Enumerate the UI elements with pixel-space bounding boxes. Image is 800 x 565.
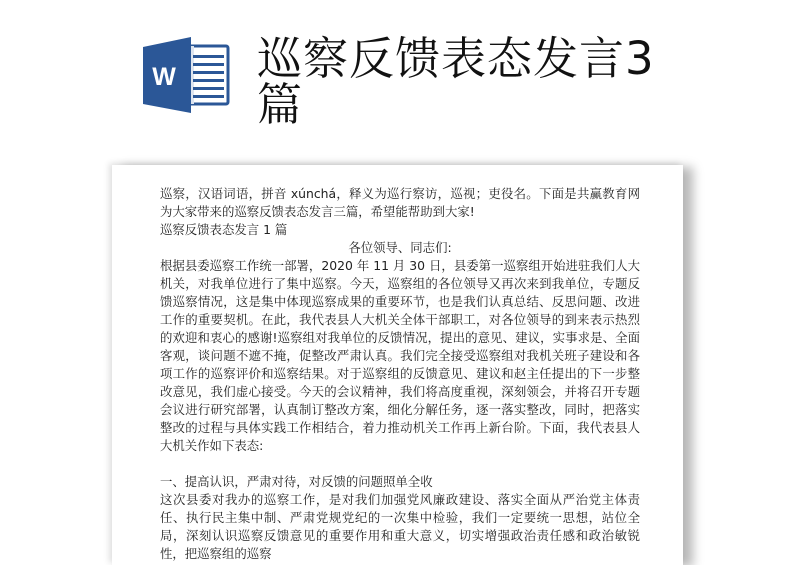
section-title: 巡察反馈表态发言 1 篇 <box>160 222 288 237</box>
body-paragraph-2: 这次县委对我办的巡察工作，是对我们加强党风廉政建设、落实全面从严治党主体责任、执行民主集中制、严肃党规党纪的一次集中检验，我们一定要统一思想，站位全局，深刻认识巡察反馈意见的重要作用和重大意义，切实增强政治责任感和政治敏锐性，把巡察组的巡察 <box>160 492 640 561</box>
document-body <box>160 185 640 563</box>
word-document-icon <box>143 37 230 113</box>
document-page <box>112 165 683 565</box>
salutation: 各位领导、同志们: <box>348 240 452 255</box>
svg-text:W: W <box>152 63 176 91</box>
blank-line <box>160 455 640 473</box>
heading-1: 一、提高认识，严肃对待，对反馈的问题照单全收 <box>160 474 433 489</box>
document-title: 巡察反馈表态发言3篇 <box>257 32 655 131</box>
body-paragraph-1: 根据县委巡察工作统一部署，2020 年 11 月 30 日，县委第一巡察组开始进驻我们人大机关，对我单位进行了集中巡察。今天，巡察组的各位领导又再次来到我单位，专题反馈巡察情况，这是集中体现巡察成果的重要环节，也是我们认真总结、反思问题、改进工作的重要契机。在此，我代表县人大机关全体干部职工，对各位领导的到来表示热烈的欢迎和衷心的感谢!巡察组对我单位的反馈情况，提出的意见、建议，实事求是、全面客观，谈问题不遮不掩，促整改严肃认真。我们完全接受巡察组对我机关班子建设和各项工作的巡察评价和巡察结果。对于巡察组的反馈意见、建议和赵主任提出的下一步整改意见，我们虚心接受。今天的会议精神，我们将高度重视，深刻领会，并将召开专题会议进行研究部署，认真制订整改方案，细化分解任务，逐一落实整改，同时，把落实整改的过程与具体实践工作相结合，着力推动机关工作再上新台阶。下面，我代表县人大机关作如下表态: <box>160 258 640 453</box>
header <box>0 0 800 150</box>
intro-paragraph: 巡察，汉语词语，拼音 xúnchá，释义为巡行察访，巡视；吏役名。下面是共赢教育网为大家带来的巡察反馈表态发言三篇，希望能帮助到大家! <box>160 186 640 219</box>
